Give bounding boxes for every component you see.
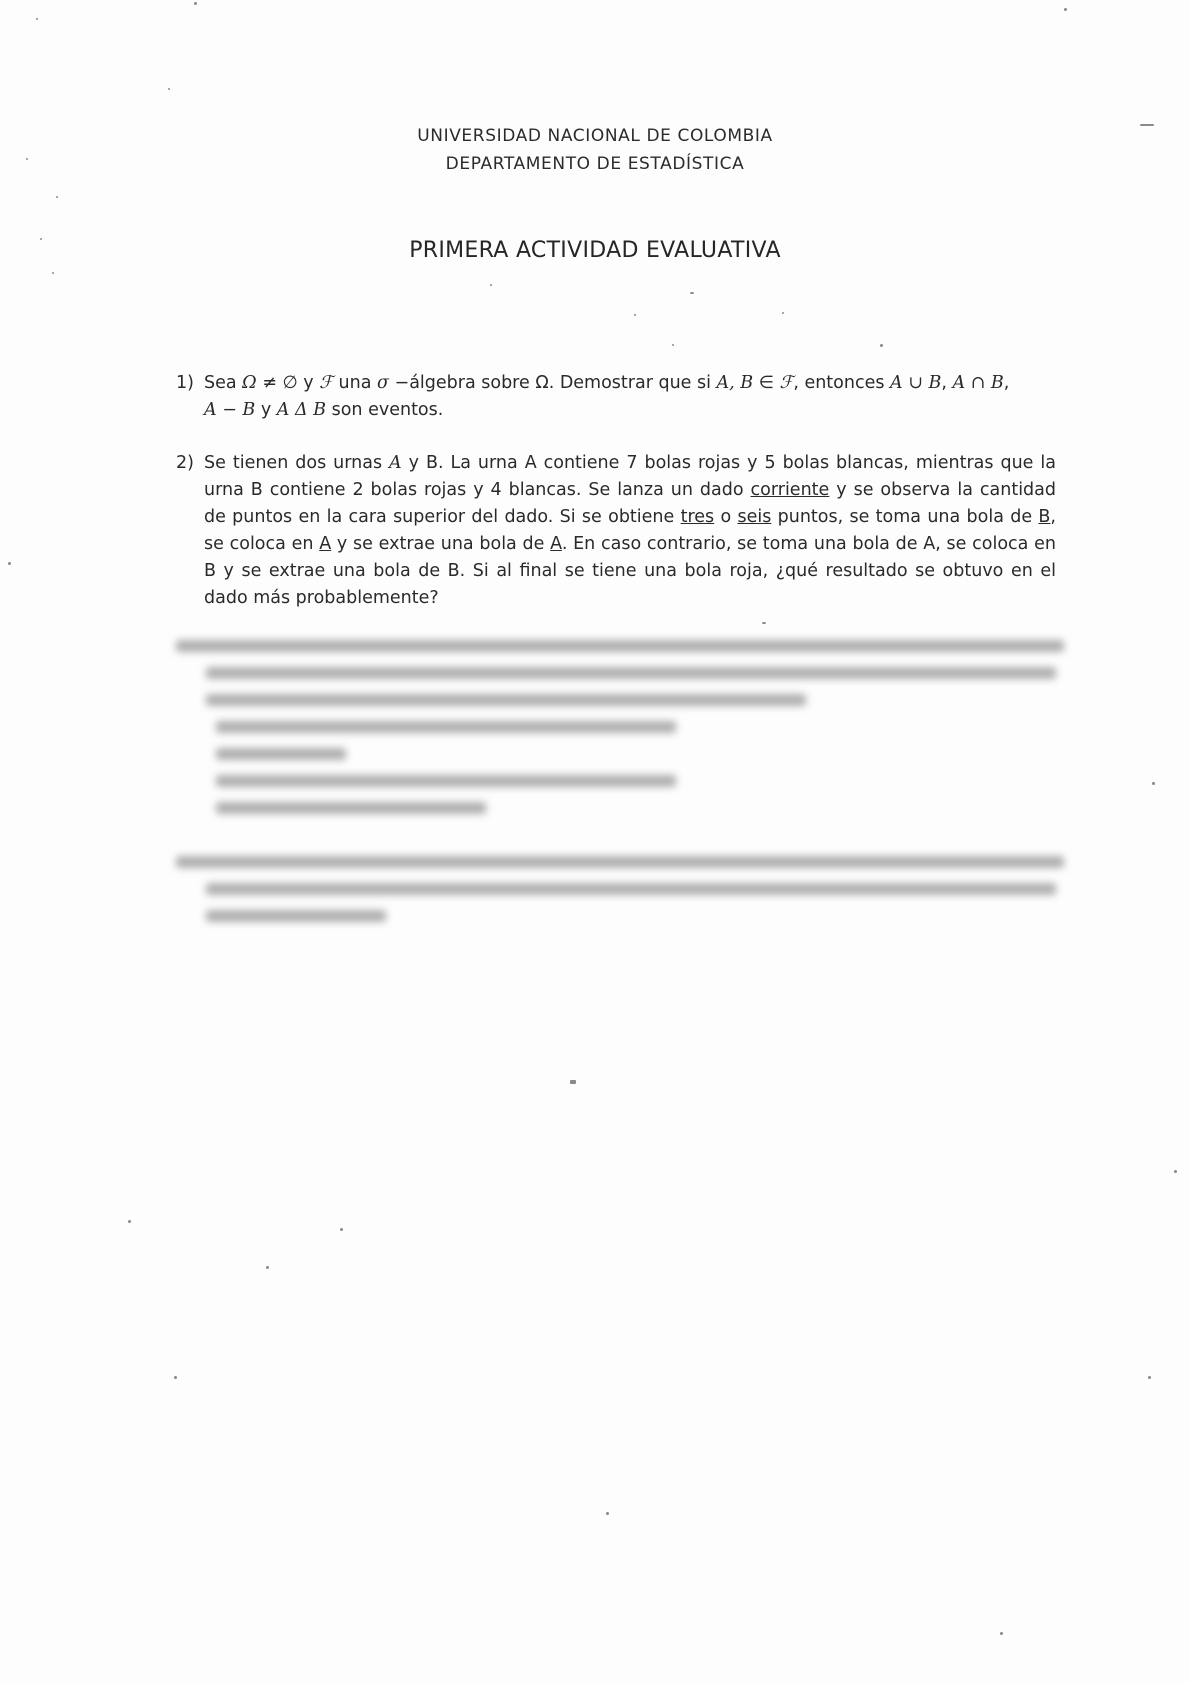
- math-union: A ∪ B: [890, 373, 942, 393]
- text: o: [714, 507, 738, 527]
- scan-speck: [1152, 782, 1155, 785]
- text: y: [255, 400, 277, 420]
- scan-speck: [1064, 8, 1067, 11]
- underlined-word: A: [319, 534, 332, 554]
- scan-speck: [194, 2, 197, 5]
- scan-speck: [36, 18, 38, 20]
- text: ≠ ∅ y: [256, 373, 320, 393]
- scan-speck: [174, 1376, 177, 1379]
- math-sigma-field: ℱ: [319, 373, 333, 393]
- blurred-line: [206, 694, 806, 706]
- text: puntos, se toma una bola de: [771, 507, 1039, 527]
- department-name: DEPARTAMENTO DE ESTADÍSTICA: [445, 154, 745, 174]
- scan-speck: [1148, 1376, 1151, 1379]
- scan-speck: [168, 88, 170, 90]
- scan-speck: [52, 272, 54, 274]
- text: son eventos.: [326, 400, 444, 420]
- math-sigma-field: ℱ: [779, 373, 794, 393]
- text: y se observa la cantidad de puntos en la cara superior del dado. Si se obtiene: [204, 480, 1057, 527]
- underlined-word: tres: [680, 507, 715, 527]
- header: [0, 122, 1190, 178]
- blurred-line: [206, 883, 1056, 895]
- text: . En caso contrario, se toma una bola de A, se coloca en B y se extrae una bola de B. Si al final se tiene una bola roja, ¿qué resultado se obtuvo en el dado más probablemente?: [204, 534, 1056, 608]
- scan-speck: [128, 1220, 131, 1223]
- blurred-line: [216, 775, 676, 787]
- text: una: [332, 373, 378, 393]
- math-omega: Ω: [242, 373, 257, 393]
- scan-speck: [606, 1512, 609, 1515]
- scan-speck: [1000, 1632, 1003, 1635]
- text: , se coloca en: [204, 507, 1056, 554]
- text: Se tienen dos urnas: [204, 453, 390, 473]
- text: ∈: [753, 373, 780, 393]
- scan-speck: [1174, 1170, 1177, 1173]
- university-name: UNIVERSIDAD NACIONAL DE COLOMBIA: [417, 126, 773, 146]
- blurred-problem-4: [176, 856, 1076, 937]
- document-title: PRIMERA ACTIVIDAD EVALUATIVA: [409, 238, 781, 263]
- scan-speck: [8, 562, 11, 565]
- text: ,: [941, 373, 953, 393]
- math-sigma: σ: [377, 373, 389, 393]
- scan-speck: [762, 622, 766, 624]
- underlined-word: seis: [737, 507, 772, 527]
- underlined-word: A: [550, 534, 562, 554]
- problem-text: [204, 370, 1056, 424]
- blurred-line: [176, 856, 1064, 868]
- blurred-line: [216, 748, 346, 760]
- underlined-word: corriente: [750, 480, 830, 500]
- text: ,: [1003, 373, 1010, 393]
- scan-speck: [266, 1266, 269, 1269]
- problem-2: [176, 450, 1056, 612]
- scan-speck: [672, 344, 674, 346]
- blurred-line: [206, 667, 1056, 679]
- problem-number: 1): [176, 373, 194, 393]
- math-intersection: A ∩ B: [952, 373, 1004, 393]
- blurred-line: [216, 721, 676, 733]
- scan-speck: [690, 292, 694, 294]
- underlined-word: B: [1038, 507, 1051, 527]
- scan-speck: [634, 314, 636, 316]
- text: , entonces: [793, 373, 891, 393]
- scan-speck: [880, 344, 883, 347]
- scan-speck: [340, 1228, 343, 1231]
- text: −álgebra sobre Ω. Demostrar que si: [388, 373, 717, 393]
- problem-text: [204, 450, 1056, 612]
- problem-1: [176, 370, 1056, 424]
- text: y se extrae una bola de: [331, 534, 551, 554]
- blurred-line: [206, 910, 386, 922]
- math-symmetric-difference: A Δ B: [276, 400, 327, 420]
- text: y B. La urna A contiene 7 bolas rojas y 5 bolas blancas, mientras que la urna B contiene 2 bolas rojas y 4 blancas. Se lanza un dado: [204, 453, 1056, 500]
- scan-speck: [782, 312, 784, 314]
- math-difference: A − B: [204, 400, 256, 420]
- scan-speck: [490, 284, 492, 286]
- text: Sea: [204, 373, 243, 393]
- math-urn-a: A: [389, 453, 402, 473]
- blurred-line: [216, 802, 486, 814]
- blurred-line: [176, 640, 1064, 652]
- blurred-problem-3: [176, 640, 1076, 829]
- scan-speck: [56, 196, 58, 198]
- problem-number: 2): [176, 453, 194, 473]
- math-a-b: A, B: [716, 373, 754, 393]
- scan-speck: [570, 1080, 576, 1084]
